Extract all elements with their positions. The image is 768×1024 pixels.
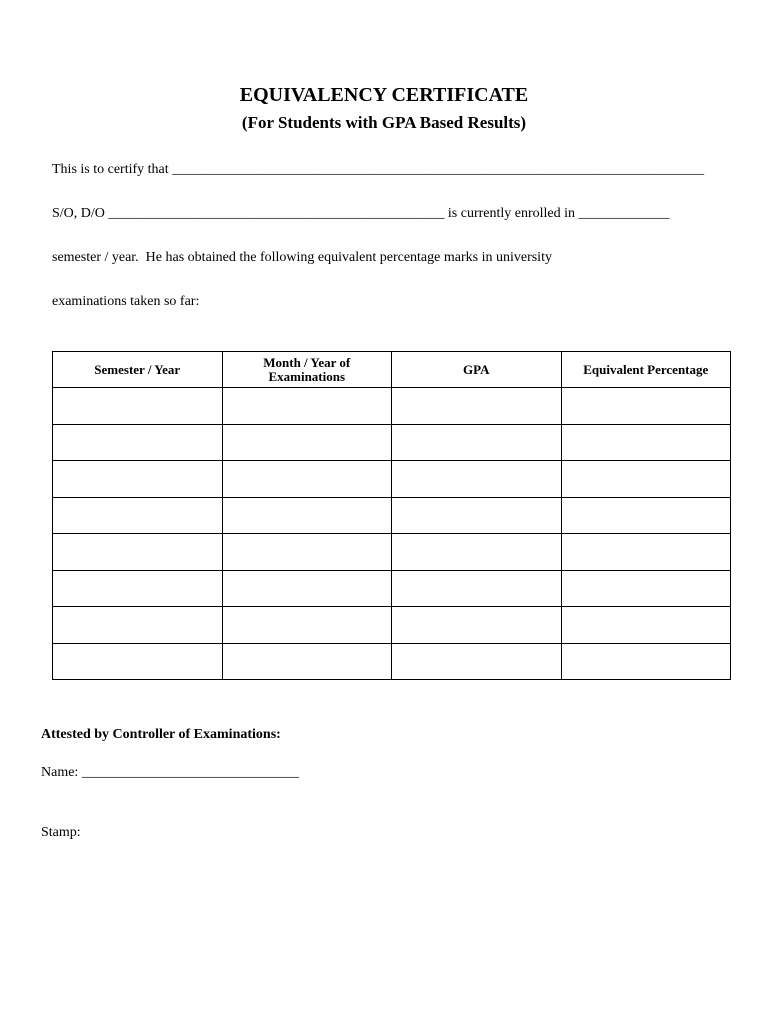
certificate-title: EQUIVALENCY CERTIFICATE (239, 84, 529, 106)
table-cell[interactable] (53, 607, 223, 644)
table-cell[interactable] (53, 461, 223, 498)
table-cell[interactable] (561, 534, 731, 571)
name-line: Name: _______________________________ (41, 765, 299, 780)
table-cell[interactable] (222, 497, 392, 534)
header-semester-year: Semester / Year (53, 352, 223, 388)
table-row (53, 643, 731, 680)
table-cell[interactable] (392, 607, 562, 644)
table-cell[interactable] (561, 643, 731, 680)
table-cell[interactable] (53, 388, 223, 425)
table-row (53, 570, 731, 607)
table-cell[interactable] (53, 424, 223, 461)
table-cell[interactable] (561, 497, 731, 534)
table-row (53, 607, 731, 644)
table-row (53, 424, 731, 461)
table-cell[interactable] (561, 607, 731, 644)
table-cell[interactable] (222, 461, 392, 498)
table-cell[interactable] (392, 534, 562, 571)
table-cell[interactable] (561, 424, 731, 461)
table-cell[interactable] (561, 388, 731, 425)
table-cell[interactable] (392, 643, 562, 680)
table-cell[interactable] (561, 570, 731, 607)
stamp-label: Stamp: (41, 825, 81, 840)
parent-enrollment-line: S/O, D/O ________________________________________________ is currently enrolled in _____________ (52, 206, 670, 221)
table-cell[interactable] (53, 570, 223, 607)
table-row (53, 388, 731, 425)
table-cell[interactable] (392, 570, 562, 607)
results-table (52, 351, 731, 680)
table-row (53, 461, 731, 498)
certificate-subtitle: (For Students with GPA Based Results) (241, 113, 527, 132)
semester-line: semester / year. He has obtained the following equivalent percentage marks in university (52, 250, 552, 265)
table-cell[interactable] (53, 534, 223, 571)
table-header-row (53, 352, 731, 388)
table-cell[interactable] (222, 388, 392, 425)
table-cell[interactable] (222, 570, 392, 607)
examinations-line: examinations taken so far: (52, 294, 200, 309)
table-row (53, 534, 731, 571)
table-cell[interactable] (222, 643, 392, 680)
table-cell[interactable] (392, 388, 562, 425)
table-cell[interactable] (222, 607, 392, 644)
table-cell[interactable] (222, 534, 392, 571)
table-cell[interactable] (392, 497, 562, 534)
table-cell[interactable] (222, 424, 392, 461)
attested-by-label: Attested by Controller of Examinations: (41, 727, 281, 742)
header-equivalent-percentage: Equivalent Percentage (561, 352, 731, 388)
table-cell[interactable] (392, 424, 562, 461)
certify-line: This is to certify that ____________________________________________________________________________ (52, 162, 705, 177)
table-body (53, 388, 731, 680)
table-cell[interactable] (53, 643, 223, 680)
table-cell[interactable] (561, 461, 731, 498)
table-cell[interactable] (53, 497, 223, 534)
table-cell[interactable] (392, 461, 562, 498)
table-row (53, 497, 731, 534)
header-month-year-label: Month / Year of Examinations (263, 354, 351, 384)
header-gpa: GPA (392, 352, 562, 388)
header-month-year (222, 352, 392, 388)
